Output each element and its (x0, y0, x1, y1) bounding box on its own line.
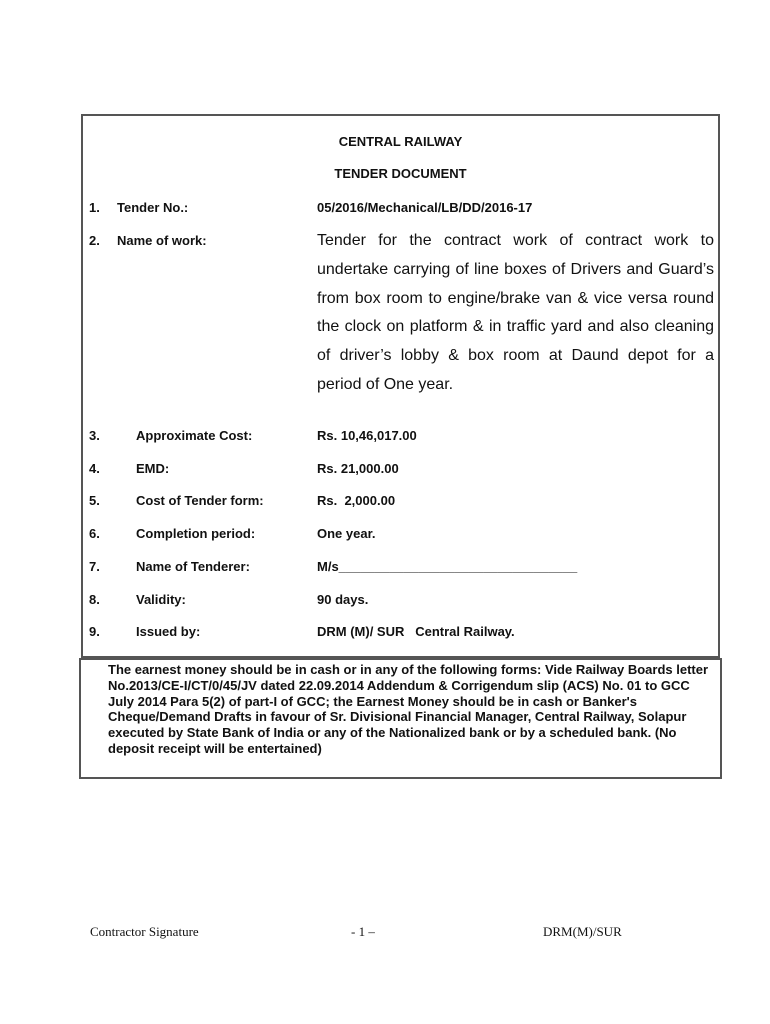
validity-value: 90 days. (317, 592, 369, 607)
tender-no-label: Tender No.: (117, 200, 189, 215)
page-number: - 1 – (351, 924, 375, 939)
completion-period-label: Completion period: (136, 526, 256, 541)
issued-by-label: Issued by: (136, 624, 201, 639)
item-number: 2. (89, 233, 100, 248)
approximate-cost-label: Approximate Cost: (136, 428, 253, 443)
tender-form-cost-value: Rs. 2,000.00 (317, 493, 396, 508)
tenderer-name-label: Name of Tenderer: (136, 559, 250, 574)
item-number: 5. (89, 493, 100, 508)
document-title: TENDER DOCUMENT (334, 166, 467, 181)
item-number: 7. (89, 559, 100, 574)
item-number: 6. (89, 526, 100, 541)
org-heading: CENTRAL RAILWAY (338, 134, 463, 149)
contractor-signature-label: Contractor Signature (90, 924, 199, 939)
emd-label: EMD: (136, 461, 170, 476)
issued-by-value: DRM (M)/ SUR Central Railway. (317, 624, 515, 639)
item-number: 1. (89, 200, 100, 215)
emd-value: Rs. 21,000.00 (317, 461, 399, 476)
item-number: 8. (89, 592, 100, 607)
completion-period-value: One year. (317, 526, 376, 541)
name-of-work-label: Name of work: (117, 233, 207, 248)
tender-form-cost-label: Cost of Tender form: (136, 493, 264, 508)
approximate-cost-value: Rs. 10,46,017.00 (317, 428, 417, 443)
item-number: 9. (89, 624, 100, 639)
validity-label: Validity: (136, 592, 186, 607)
tender-no-value: 05/2016/Mechanical/LB/DD/2016-17 (317, 200, 533, 215)
footer-office-code: DRM(M)/SUR (543, 924, 622, 939)
item-number: 4. (89, 461, 100, 476)
name-of-work-value: Tender for the contract work of contract work to undertake carrying of line boxes of Drivers and Guard’s from box room to engine/brake van & vice versa round the clock on platform & in traffic yard and also cleaning of driver’s lobby & box room at Daund depot for a period of One year. (317, 232, 714, 393)
tenderer-name-field: M/s_________________________________ (317, 559, 578, 574)
item-number: 3. (89, 428, 100, 443)
earnest-money-note: The earnest money should be in cash or in any of the following forms: Vide Railway Boards letter No.2013/CE-I/CT/0/45/JV dated 22.09.2014 Addendum & Corrigendum slip (ACS) No. 01 to GCC July 2014 Para 5(2) of part-I of GCC; the Earnest Money should be in cash or Banker's Cheque/Demand Drafts in favour of Sr. Divisional Financial Manager, Central Railway, Solapur executed by State Bank of India or any of the Nationalized bank or by a scheduled bank. (No deposit receipt will be entertained) (108, 662, 709, 756)
